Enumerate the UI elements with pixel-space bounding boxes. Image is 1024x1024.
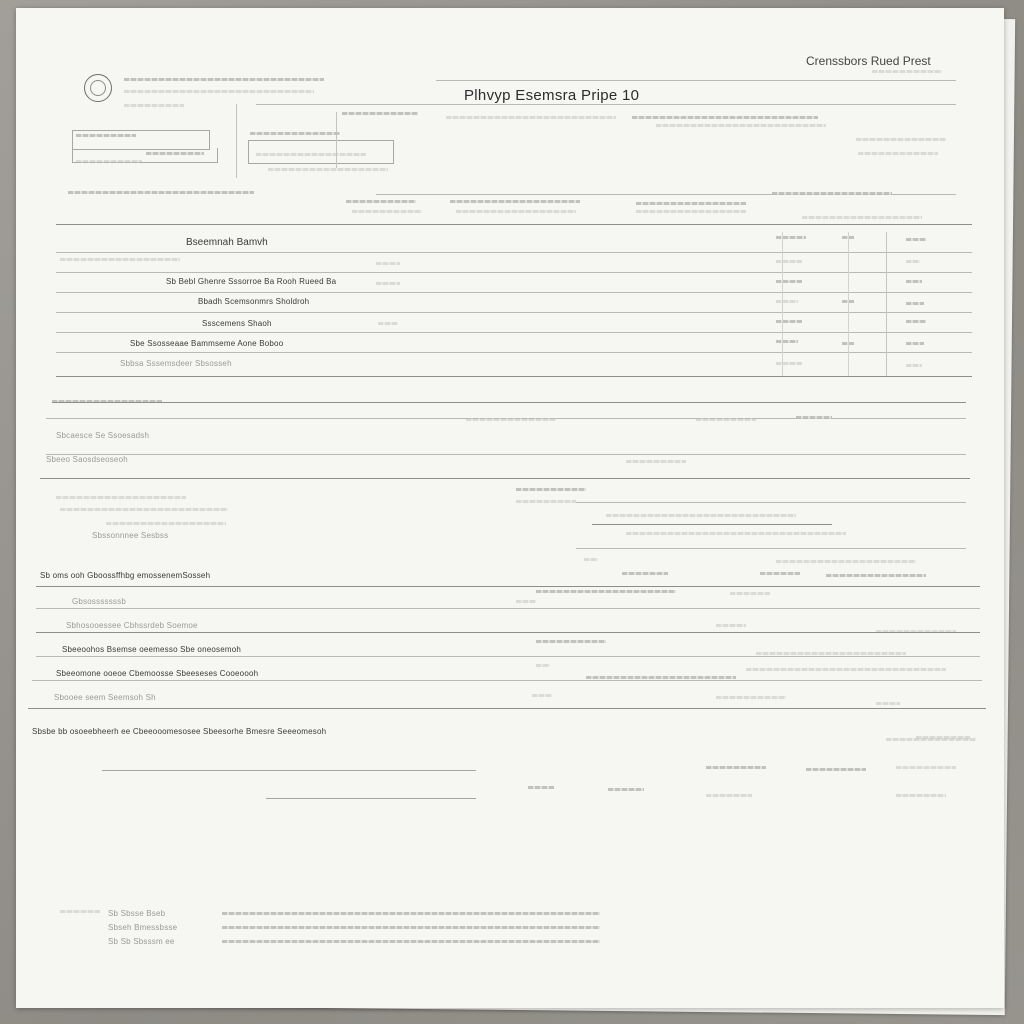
t1-cell-3a [776, 280, 802, 283]
s3-cell-1c [730, 592, 770, 595]
section3-row-4: Sbeeomone ooeoe Cbemoosse Sbeeseses Cooeoooh [56, 669, 259, 678]
section3-row-1: Gbsosssssssb [72, 597, 126, 606]
row-label-5: Sbe Ssosseaae Bammseme Aone Boboo [130, 339, 284, 348]
header-mid-line-1 [250, 132, 340, 135]
table1-rule-3 [56, 292, 972, 293]
sig-mark-5 [896, 766, 956, 769]
bottom-line-3 [222, 940, 600, 943]
t1-cell-5c [906, 320, 926, 323]
header-field-6 [656, 124, 826, 127]
t1-cell-5a [776, 320, 802, 323]
s2-right-3 [606, 514, 796, 517]
t1-cell-7a [776, 362, 802, 365]
table1-col-b [848, 232, 849, 376]
form-sheet [16, 8, 1004, 1008]
header-mid-line-2 [256, 153, 366, 156]
header-field-7 [856, 138, 946, 141]
s2-right-6 [622, 572, 668, 575]
header-field-8 [858, 152, 938, 155]
section2-rule-5 [592, 524, 832, 525]
header-agency-subline [124, 90, 314, 93]
section3-rule-0 [36, 586, 980, 587]
s2-right-4 [626, 532, 846, 535]
sig-mark-3 [706, 766, 766, 769]
s3-cell-1a [516, 600, 536, 603]
corner-title: Crenssbors Rued Prest [806, 54, 931, 68]
table1-rule-6 [56, 352, 972, 353]
header-field-box-1 [72, 130, 210, 150]
header-field-label-3 [76, 160, 142, 163]
header-rule-top [436, 80, 956, 81]
sig-mark-7 [896, 794, 946, 797]
header-field-label-2 [146, 152, 204, 155]
s3-cell-4c [746, 668, 946, 671]
header-field-5 [632, 116, 818, 119]
col-head-1 [346, 200, 416, 203]
seal-icon [84, 74, 112, 102]
table1-col-a [782, 232, 783, 376]
t1-cell-2c [906, 260, 920, 263]
section3-rule-1 [36, 608, 980, 609]
section2-label-3: Sbssonnnee Sesbss [92, 531, 169, 540]
table1-col-c [886, 232, 887, 376]
row-label-1: Bseemnah Bamvh [186, 237, 268, 248]
s2-sub-3 [106, 522, 226, 525]
table1-rule-1 [56, 252, 972, 253]
table1-rule-2 [56, 272, 972, 273]
t1-cell-6a [776, 340, 798, 343]
header-agency-line [124, 78, 324, 81]
col-head-3 [636, 202, 746, 205]
bottom-label-3: Sb Sb Sbsssm ee [108, 937, 175, 946]
section3-rule-4 [32, 680, 982, 681]
table1-rule-0 [56, 224, 972, 225]
row-blank-line-1 [60, 258, 180, 261]
t1-cell-4c [906, 302, 924, 305]
s2-cell-4 [626, 460, 686, 463]
sig-mark-1 [528, 786, 554, 789]
t1-cell-6b [842, 342, 854, 345]
signature-line-1 [102, 770, 476, 771]
sig-mark-4 [806, 768, 866, 771]
header-field-4 [446, 116, 616, 119]
row-label-6: Sbbsa Sssemsdeer Sbsosseh [120, 359, 232, 368]
section2-rule-4 [576, 502, 966, 503]
sig-mark-2 [608, 788, 644, 791]
section3-row-5: Sbooee seem Seemsoh Sh [54, 693, 156, 702]
section2-rule-6 [576, 548, 966, 549]
section2-label-1: Sbcaesce Se Ssoesadsh [56, 431, 150, 440]
footer-note: Sbsbe bb osoeebheerh ee Cbeeooomesosee Sbeesorhe Bmesre Seeeomesoh [32, 727, 327, 736]
header-rule [256, 104, 956, 105]
section2-rule-2 [46, 454, 966, 455]
s3-cell-1b [536, 590, 676, 593]
row-label-4: Ssscemens Shaoh [202, 319, 272, 328]
s2-right-5 [584, 558, 598, 561]
table-caption [68, 191, 254, 194]
section3-rule-2 [36, 632, 980, 633]
col-sub-4 [802, 216, 922, 219]
header-agency-subline-2 [124, 104, 184, 107]
section2-label-2: Sbeeo Saosdseoseoh [46, 455, 128, 464]
table1-rule-5 [56, 332, 972, 333]
sig-mark-6 [706, 794, 752, 797]
col-sub-3 [636, 210, 746, 213]
section2-rule-3 [40, 478, 970, 479]
s3-cell-2a [716, 624, 746, 627]
s2-right-7 [760, 572, 800, 575]
t1-cell-3c [906, 280, 922, 283]
s2-sub-1 [56, 496, 186, 499]
section3-rule-3 [36, 656, 980, 657]
row-label-3: Bbadh Scemsonmrs Sholdroh [198, 297, 310, 306]
s3-cell-5a [532, 694, 552, 697]
s3-cell-4a [536, 664, 550, 667]
section2-rule-0 [52, 402, 966, 403]
section3-row-3: Sbeeoohos Bsemse oeemesso Sbe oneosemoh [62, 645, 242, 654]
row-value-1 [376, 262, 400, 265]
col-sub-1 [352, 210, 422, 213]
s3-cell-5b [716, 696, 786, 699]
header-divider [236, 104, 237, 178]
s2-right-2 [516, 500, 576, 503]
table1-rule-4 [56, 312, 972, 313]
header-field-label-1 [76, 134, 136, 137]
corner-subline [872, 70, 942, 73]
row-label-2: Sb Bebl Ghenre Sssorroe Ba Rooh Rueed Ba [166, 277, 337, 286]
table1-rule-7 [56, 376, 972, 377]
signature-line-2 [266, 798, 476, 799]
header-field-3 [342, 112, 418, 115]
t1-cell-2a [776, 260, 802, 263]
header-mid-box [248, 140, 394, 164]
section3-row-2: Sbhosooessee Cbhssrdeb Soemoe [66, 621, 198, 630]
s3-cell-3b [756, 652, 906, 655]
s2-cell-1 [466, 418, 556, 421]
t1-cell-1a [776, 236, 806, 239]
t1-cell-4a [776, 300, 798, 303]
s2-sub-2 [60, 508, 228, 511]
sig-mark-8 [916, 736, 970, 739]
t1-cell-7c [906, 364, 922, 367]
header-mid-divider [336, 112, 337, 168]
form-title: Plhvyp Esemsra Pripe 10 [464, 87, 640, 104]
s2-cell-2 [696, 418, 756, 421]
s3-cell-3a [536, 640, 606, 643]
s2-cell-3 [796, 416, 832, 419]
s2-right-8 [826, 574, 926, 577]
t1-cell-4b [842, 300, 854, 303]
t1-cell-6c [906, 342, 924, 345]
s2-right-1 [516, 488, 586, 491]
col-head-2 [450, 200, 580, 203]
s3-cell-4b [586, 676, 736, 679]
section3-rule-5 [28, 708, 986, 709]
bottom-label-2: Sbseh Bmessbsse [108, 923, 178, 932]
section3-heading: Sb oms ooh Gboossffhbg emossenemSosseh [40, 571, 211, 580]
col-sub-2 [456, 210, 576, 213]
bottom-label-1: Sb Sbsse Bseb [108, 909, 166, 918]
bottom-bullet-1 [60, 910, 100, 913]
t1-cell-1b [842, 236, 854, 239]
col-head-4 [772, 192, 892, 195]
row-value-2 [376, 282, 400, 285]
bottom-line-1 [222, 912, 600, 915]
header-mid-line-3 [268, 168, 388, 171]
s3-cell-5c [876, 702, 900, 705]
bottom-line-2 [222, 926, 600, 929]
t1-cell-1c [906, 238, 926, 241]
row-value-3 [378, 322, 398, 325]
s2-right-9 [776, 560, 916, 563]
